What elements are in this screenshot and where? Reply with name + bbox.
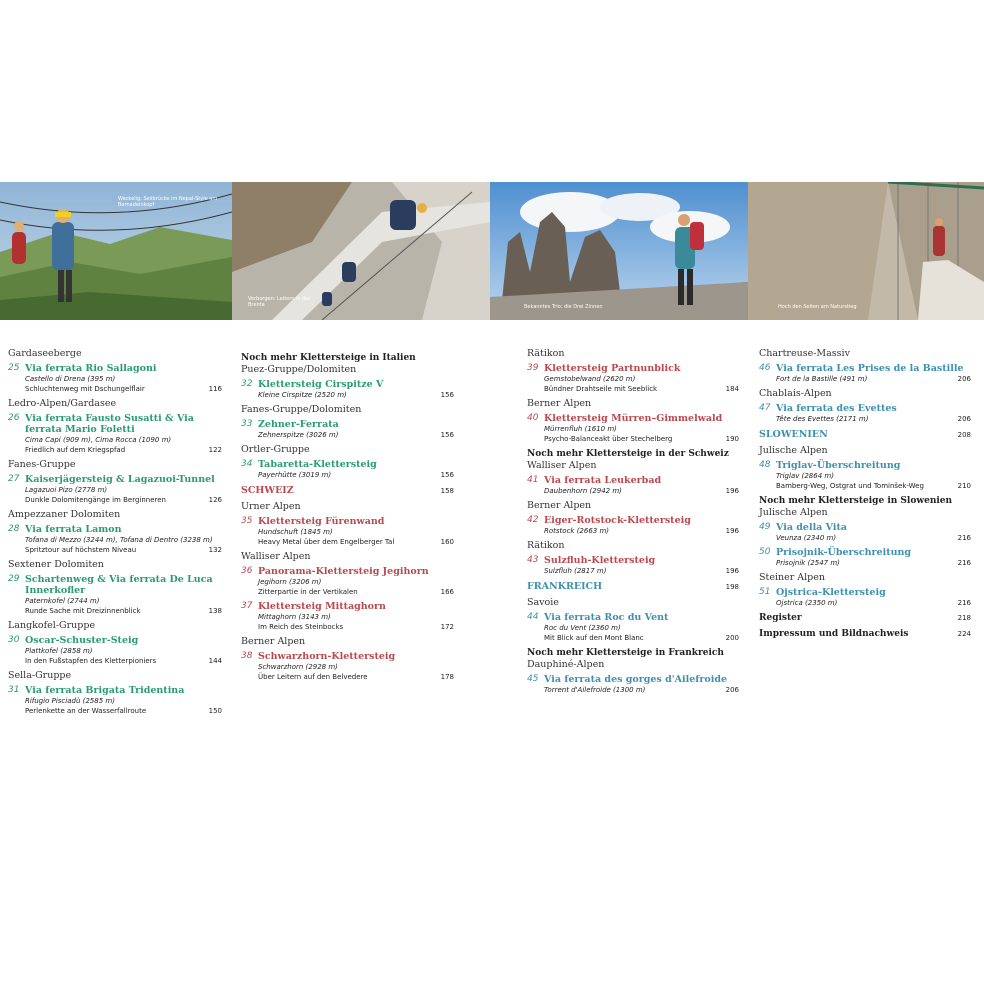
tour-number: 31 (8, 685, 20, 695)
toc-line[interactable] (759, 612, 971, 624)
page-number: 218 (957, 614, 971, 622)
tour-number: 32 (241, 379, 253, 389)
toc-entry[interactable] (759, 460, 971, 491)
page-number: 200 (725, 634, 739, 642)
tour-title: Via ferrata Les Prises de la Bastille (776, 363, 964, 374)
tour-description: Perlenkette an der Wasserfallroute (25, 707, 147, 715)
tour-summit: Paternkofel (2744 m) (25, 597, 100, 605)
tour-number: 35 (241, 516, 253, 526)
entry-title-row (759, 547, 971, 558)
section-title: SLOWENIEN (759, 429, 828, 440)
tour-title: Sulzfluh-Klettersteig (544, 555, 656, 566)
page-number: 196 (725, 527, 739, 535)
tour-summit: Zehnerspitze (3026 m) (258, 431, 339, 439)
tour-summit: Veunza (2340 m) (776, 534, 837, 542)
tour-description: Dunkle Dolomitengänge im Berginneren (25, 496, 166, 504)
entry-title-row (759, 522, 971, 533)
entry-title-row (8, 474, 222, 485)
region-heading: Berner Alpen (527, 500, 592, 511)
tour-summit-row (258, 430, 454, 440)
entry-title-row (241, 379, 454, 390)
tour-title: Via ferrata Lamon (25, 524, 122, 535)
photo-ladders (232, 182, 490, 320)
tour-number: 29 (8, 574, 20, 584)
tour-summit: Schwarzhorn (2928 m) (258, 663, 338, 671)
region-heading: Ledro-Alpen/Gardasee (8, 398, 117, 409)
tour-number: 43 (527, 555, 539, 565)
tour-description: Heavy Metal über dem Engelberger Tal (258, 538, 395, 546)
tour-title: Oscar-Schuster-Steig (25, 635, 139, 646)
tour-title: Klettersteig Mittaghorn (258, 601, 386, 612)
tour-summit: Tête des Evettes (2171 m) (776, 415, 869, 423)
tour-summit-row (776, 414, 971, 424)
toc-line[interactable] (527, 647, 739, 659)
toc-line[interactable] (527, 448, 739, 460)
toc-column-4 (759, 348, 971, 640)
tour-description-row (25, 706, 222, 716)
toc-line-title: Noch mehr Klettersteige in Slowenien (759, 496, 953, 506)
tour-title: Zehner-Ferrata (258, 419, 339, 430)
tour-summit: Mittaghorn (3143 m) (258, 613, 331, 621)
page-number: 210 (957, 482, 971, 490)
page-number: 190 (725, 435, 739, 443)
entry-title-row (241, 651, 454, 662)
region-heading: Fanes-Gruppe (8, 459, 76, 470)
toc-column-1 (8, 348, 222, 720)
tour-description-row (25, 545, 222, 555)
tour-title: Via ferrata des gorges d'Ailefroide (544, 674, 728, 685)
tour-title: Eiger-Rotstock-Klettersteig (544, 515, 691, 526)
tour-title: Via ferrata Fausto Susatti & Via ferrata Mario Foletti (25, 413, 194, 435)
toc-entry[interactable] (759, 587, 971, 608)
tour-summit: Cima Capi (909 m), Cima Rocca (1090 m) (25, 436, 172, 444)
tour-description-row (258, 537, 454, 547)
entry-title-row (527, 363, 739, 374)
tour-number: 37 (241, 601, 253, 611)
page-number: 206 (957, 415, 971, 423)
toc-column-2 (241, 348, 454, 686)
tour-title: Klettersteig Fürenwand (258, 516, 385, 527)
page-number: 196 (725, 487, 739, 495)
toc-line[interactable] (759, 628, 971, 640)
photo-drei-zinnen (490, 182, 748, 320)
tour-summit: Fort de la Bastille (491 m) (776, 375, 868, 383)
tour-summit: Roc du Vent (2360 m) (544, 624, 621, 632)
tour-title: Schartenweg & Via ferrata De Luca Innerkofler (25, 574, 213, 596)
region-heading: Ortler-Gruppe (241, 444, 310, 455)
tour-description: Bündner Drahtseile mit Seeblick (544, 385, 658, 393)
tour-title: Via ferrata Leukerbad (544, 475, 662, 486)
tour-description: Zitterpartie in der Vertikalen (258, 588, 358, 596)
entry-title-row (241, 459, 454, 470)
tour-description-row (258, 672, 454, 682)
tour-description-row (25, 384, 222, 394)
tour-description-row (776, 481, 971, 491)
tour-description: Bamberg-Weg, Ostgrat und Tominšek-Weg (776, 482, 924, 490)
tour-description: Über Leitern auf den Belvedere (258, 673, 368, 681)
tour-summit: Castello di Drena (395 m) (25, 375, 116, 383)
tour-summit-row (776, 374, 971, 384)
tour-summit: Payerhütte (3019 m) (258, 471, 332, 479)
entry-title-row (8, 635, 222, 646)
tour-title: Via ferrata Brigata Tridentina (25, 685, 185, 696)
tour-number: 30 (8, 635, 20, 645)
page-number: 144 (208, 657, 222, 665)
tour-number: 46 (759, 363, 771, 373)
tour-title: Tabaretta-Klettersteig (258, 459, 377, 470)
region-heading: Dauphiné-Alpen (527, 659, 605, 670)
tour-summit: Jegihorn (3206 m) (258, 578, 322, 586)
toc-line-title: Noch mehr Klettersteige in der Schweiz (527, 449, 729, 459)
toc-entry[interactable] (8, 685, 222, 716)
tour-number: 44 (527, 612, 539, 622)
tour-number: 25 (8, 363, 20, 373)
region-heading: Berner Alpen (527, 398, 592, 409)
tour-summit: Tofana di Mezzo (3244 m), Tofana di Dentro (3238 m) (25, 536, 213, 544)
tour-title: Via ferrata Roc du Vent (544, 612, 669, 623)
page-number: 166 (440, 588, 454, 596)
entry-title-row (527, 475, 739, 486)
tour-number: 39 (527, 363, 539, 373)
tour-number: 48 (759, 460, 771, 470)
tour-number: 38 (241, 651, 253, 661)
page-number: 216 (957, 534, 971, 542)
toc-entry[interactable] (8, 413, 222, 455)
photo-drei-zinnen-image (490, 182, 748, 320)
entry-title-row (241, 516, 454, 527)
toc-entry[interactable] (527, 363, 739, 394)
page-number: 156 (440, 431, 454, 439)
toc-entry[interactable] (241, 601, 454, 632)
photo-rock-bridge (748, 182, 984, 320)
toc-entry[interactable] (759, 363, 971, 384)
toc-entry[interactable] (241, 379, 454, 400)
tour-description: Runde Sache mit Dreizinnenblick (25, 607, 141, 615)
tour-description: Friedlich auf dem Kriegspfad (25, 446, 126, 454)
tour-description: Psycho-Balanceakt über Stechelberg (544, 435, 673, 443)
toc-column-3 (527, 348, 739, 699)
photo-rock-bridge-image (748, 182, 984, 320)
tour-description-row (544, 384, 739, 394)
toc-line-title: Noch mehr Klettersteige in Frankreich (527, 648, 724, 658)
toc-entry[interactable] (759, 547, 971, 568)
page-number: 158 (440, 487, 454, 495)
tour-summit: Prisojnik (2547 m) (776, 559, 840, 567)
toc-entry[interactable] (241, 516, 454, 547)
toc-entry[interactable] (8, 524, 222, 555)
entry-title-row (8, 524, 222, 535)
region-heading: Puez-Gruppe/Dolomiten (241, 364, 357, 375)
tour-title: Triglav-Überschreitung (776, 460, 901, 471)
tour-summit: Rifugio Pisciadù (2585 m) (25, 697, 115, 705)
page-number: 178 (440, 673, 454, 681)
toc-entry[interactable] (241, 459, 454, 480)
entry-title-row (759, 363, 971, 374)
photo-caption: Verborgen: Leitern in der Brenta (248, 296, 311, 308)
tour-summit: Ojstrica (2350 m) (776, 599, 838, 607)
page-number: 216 (957, 559, 971, 567)
tour-number: 51 (759, 587, 771, 597)
tour-summit: Sulzfluh (2817 m) (544, 567, 607, 575)
page-number: 122 (208, 446, 222, 454)
entry-title-row (527, 612, 739, 623)
toc-entry[interactable] (8, 363, 222, 394)
page-number: 132 (208, 546, 222, 554)
section-title: SCHWEIZ (241, 485, 294, 496)
toc-line[interactable] (241, 352, 454, 364)
entry-title-row (527, 515, 739, 526)
tour-summit: Torrent d'Ailefroide (1300 m) (544, 686, 646, 694)
page-number: 156 (440, 471, 454, 479)
page-number: 224 (957, 630, 971, 638)
tour-summit: Triglav (2864 m) (776, 472, 834, 480)
entry-title-row (241, 419, 454, 430)
toc-line[interactable] (759, 495, 971, 507)
tour-description-row (25, 445, 222, 455)
toc-entry[interactable] (527, 515, 739, 536)
page-number: 116 (208, 385, 222, 393)
toc-entry[interactable] (241, 419, 454, 440)
region-heading: Rätikon (527, 540, 565, 551)
tour-number: 50 (759, 547, 771, 557)
region-heading: Langkofel-Gruppe (8, 620, 96, 631)
tour-summit-row (258, 470, 454, 480)
entry-title-row (8, 413, 222, 435)
tour-number: 45 (527, 674, 539, 684)
tour-summit-row (776, 598, 971, 608)
page-number: 126 (208, 496, 222, 504)
tour-summit: Lagazuoi Pizo (2778 m) (25, 486, 108, 494)
photo-strip (0, 182, 984, 320)
page-number: 198 (725, 583, 739, 591)
page-number: 206 (725, 686, 739, 694)
section-title: FRANKREICH (527, 581, 603, 592)
toc-entry[interactable] (8, 635, 222, 666)
region-heading: Chablais-Alpen (759, 388, 832, 399)
section-heading[interactable] (527, 581, 739, 593)
tour-number: 34 (241, 459, 253, 469)
tour-description-row (258, 622, 454, 632)
page-number: 138 (208, 607, 222, 615)
region-heading: Sextener Dolomiten (8, 559, 104, 570)
tour-description: In den Fußstapfen des Kletterpioniers (25, 657, 157, 665)
photo-caption: Bekanntes Trio: die Drei Zinnen (524, 304, 603, 310)
tour-description-row (544, 633, 739, 643)
region-heading: Steiner Alpen (759, 572, 826, 583)
page-number: 160 (440, 538, 454, 546)
tour-number: 42 (527, 515, 539, 525)
tour-number: 26 (8, 413, 20, 423)
tour-number: 33 (241, 419, 253, 429)
entry-title-row (759, 460, 971, 471)
tour-title: Via ferrata des Evettes (776, 403, 897, 414)
entry-title-row (8, 574, 222, 596)
tour-description: Im Reich des Steinbocks (258, 623, 344, 631)
entry-title-row (527, 413, 739, 424)
section-heading[interactable] (241, 485, 454, 497)
tour-summit: Kleine Cirspitze (2520 m) (258, 391, 347, 399)
region-heading: Urner Alpen (241, 501, 301, 512)
tour-description: Mit Blick auf den Mont Blanc (544, 634, 644, 642)
tour-number: 27 (8, 474, 20, 484)
toc-line-title: Noch mehr Klettersteige in Italien (241, 353, 416, 363)
region-heading: Berner Alpen (241, 636, 306, 647)
region-heading: Sella-Gruppe (8, 670, 72, 681)
entry-title-row (8, 363, 222, 374)
region-heading: Ampezzaner Dolomiten (8, 509, 121, 520)
tour-number: 40 (527, 413, 539, 423)
tour-title: Via della Vita (776, 522, 847, 533)
tour-summit: Daubenhorn (2942 m) (544, 487, 622, 495)
tour-description-row (258, 587, 454, 597)
toc-entry[interactable] (527, 612, 739, 643)
tour-title: Schwarzhorn-Klettersteig (258, 651, 396, 662)
entry-title-row (241, 566, 454, 577)
tour-number: 41 (527, 475, 539, 485)
region-heading: Chartreuse-Massiv (759, 348, 850, 359)
toc-entry[interactable] (8, 474, 222, 505)
entry-title-row (527, 674, 739, 685)
toc-entry[interactable] (8, 574, 222, 616)
toc-line-title: Impressum und Bildnachweis (759, 629, 909, 639)
tour-summit: Gemstobelwand (2620 m) (544, 375, 636, 383)
entry-title-row (759, 403, 971, 414)
region-heading: Julische Alpen (759, 507, 828, 518)
tour-number: 36 (241, 566, 253, 576)
tour-description: Spritztour auf höchstem Niveau (25, 546, 137, 554)
toc-entry[interactable] (527, 475, 739, 496)
entry-title-row (759, 587, 971, 598)
tour-title: Prisojnik-Überschreitung (776, 547, 912, 558)
entry-title-row (527, 555, 739, 566)
toc-entry[interactable] (759, 522, 971, 543)
tour-summit-row (776, 558, 971, 568)
region-heading: Gardaseeberge (8, 348, 82, 359)
page-number: 196 (725, 567, 739, 575)
toc-entry[interactable] (241, 566, 454, 597)
region-heading: Walliser Alpen (241, 551, 311, 562)
tour-title: Klettersteig Mürren–Gimmelwald (544, 413, 723, 424)
tour-title: Panorama-Klettersteig Jegihorn (258, 566, 429, 577)
tour-summit: Mürrenfluh (1610 m) (544, 425, 617, 433)
tour-description-row (25, 606, 222, 616)
tour-description-row (25, 656, 222, 666)
page-number: 216 (957, 599, 971, 607)
photo-caption: Hoch den Seiten am Naturstieg (778, 304, 857, 310)
tour-summit-row (544, 486, 739, 496)
toc-entry[interactable] (241, 651, 454, 682)
photo-suspension-bridge (0, 182, 232, 320)
tour-number: 28 (8, 524, 20, 534)
tour-title: Klettersteig Cirspitze V (258, 379, 384, 390)
tour-summit-row (258, 390, 454, 400)
page-number: 208 (957, 431, 971, 439)
tour-number: 49 (759, 522, 771, 532)
tour-title: Via ferrata Rio Sallagoni (25, 363, 157, 374)
page-number: 172 (440, 623, 454, 631)
tour-summit: Rotstock (2663 m) (544, 527, 610, 535)
tour-title: Kaiserjägersteig & Lagazuoi-Tunnel (25, 474, 215, 485)
region-heading: Walliser Alpen (527, 460, 597, 471)
toc-entry[interactable] (527, 674, 739, 695)
region-heading: Savoie (527, 597, 559, 608)
tour-summit: Plattkofel (2858 m) (25, 647, 93, 655)
tour-description-row (544, 434, 739, 444)
tour-summit-row (544, 566, 739, 576)
entry-title-row (241, 601, 454, 612)
tour-title: Klettersteig Partnunblick (544, 363, 681, 374)
region-heading: Rätikon (527, 348, 565, 359)
toc-line-title: Register (759, 613, 802, 623)
photo-caption: Wackelig: Seilbrücke im Nepal-Style am Bernadeinkopf (118, 196, 218, 208)
region-heading: Julische Alpen (759, 445, 828, 456)
tour-number: 47 (759, 403, 771, 413)
page-number: 206 (957, 375, 971, 383)
toc-entry[interactable] (527, 413, 739, 444)
tour-title: Ojstrica-Klettersteig (776, 587, 886, 598)
region-heading: Fanes-Gruppe/Dolomiten (241, 404, 362, 415)
toc-entry[interactable] (759, 403, 971, 424)
tour-description: Schluchtenweg mit Dschungelflair (25, 385, 145, 393)
tour-summit: Hundschuft (1845 m) (258, 528, 333, 536)
tour-summit-row (544, 685, 739, 695)
tour-summit-row (544, 526, 739, 536)
section-heading[interactable] (759, 429, 971, 441)
toc-entry[interactable] (527, 555, 739, 576)
page-number: 156 (440, 391, 454, 399)
page-number: 184 (725, 385, 739, 393)
entry-title-row (8, 685, 222, 696)
tour-summit-row (776, 533, 971, 543)
tour-description-row (25, 495, 222, 505)
page-number: 150 (208, 707, 222, 715)
